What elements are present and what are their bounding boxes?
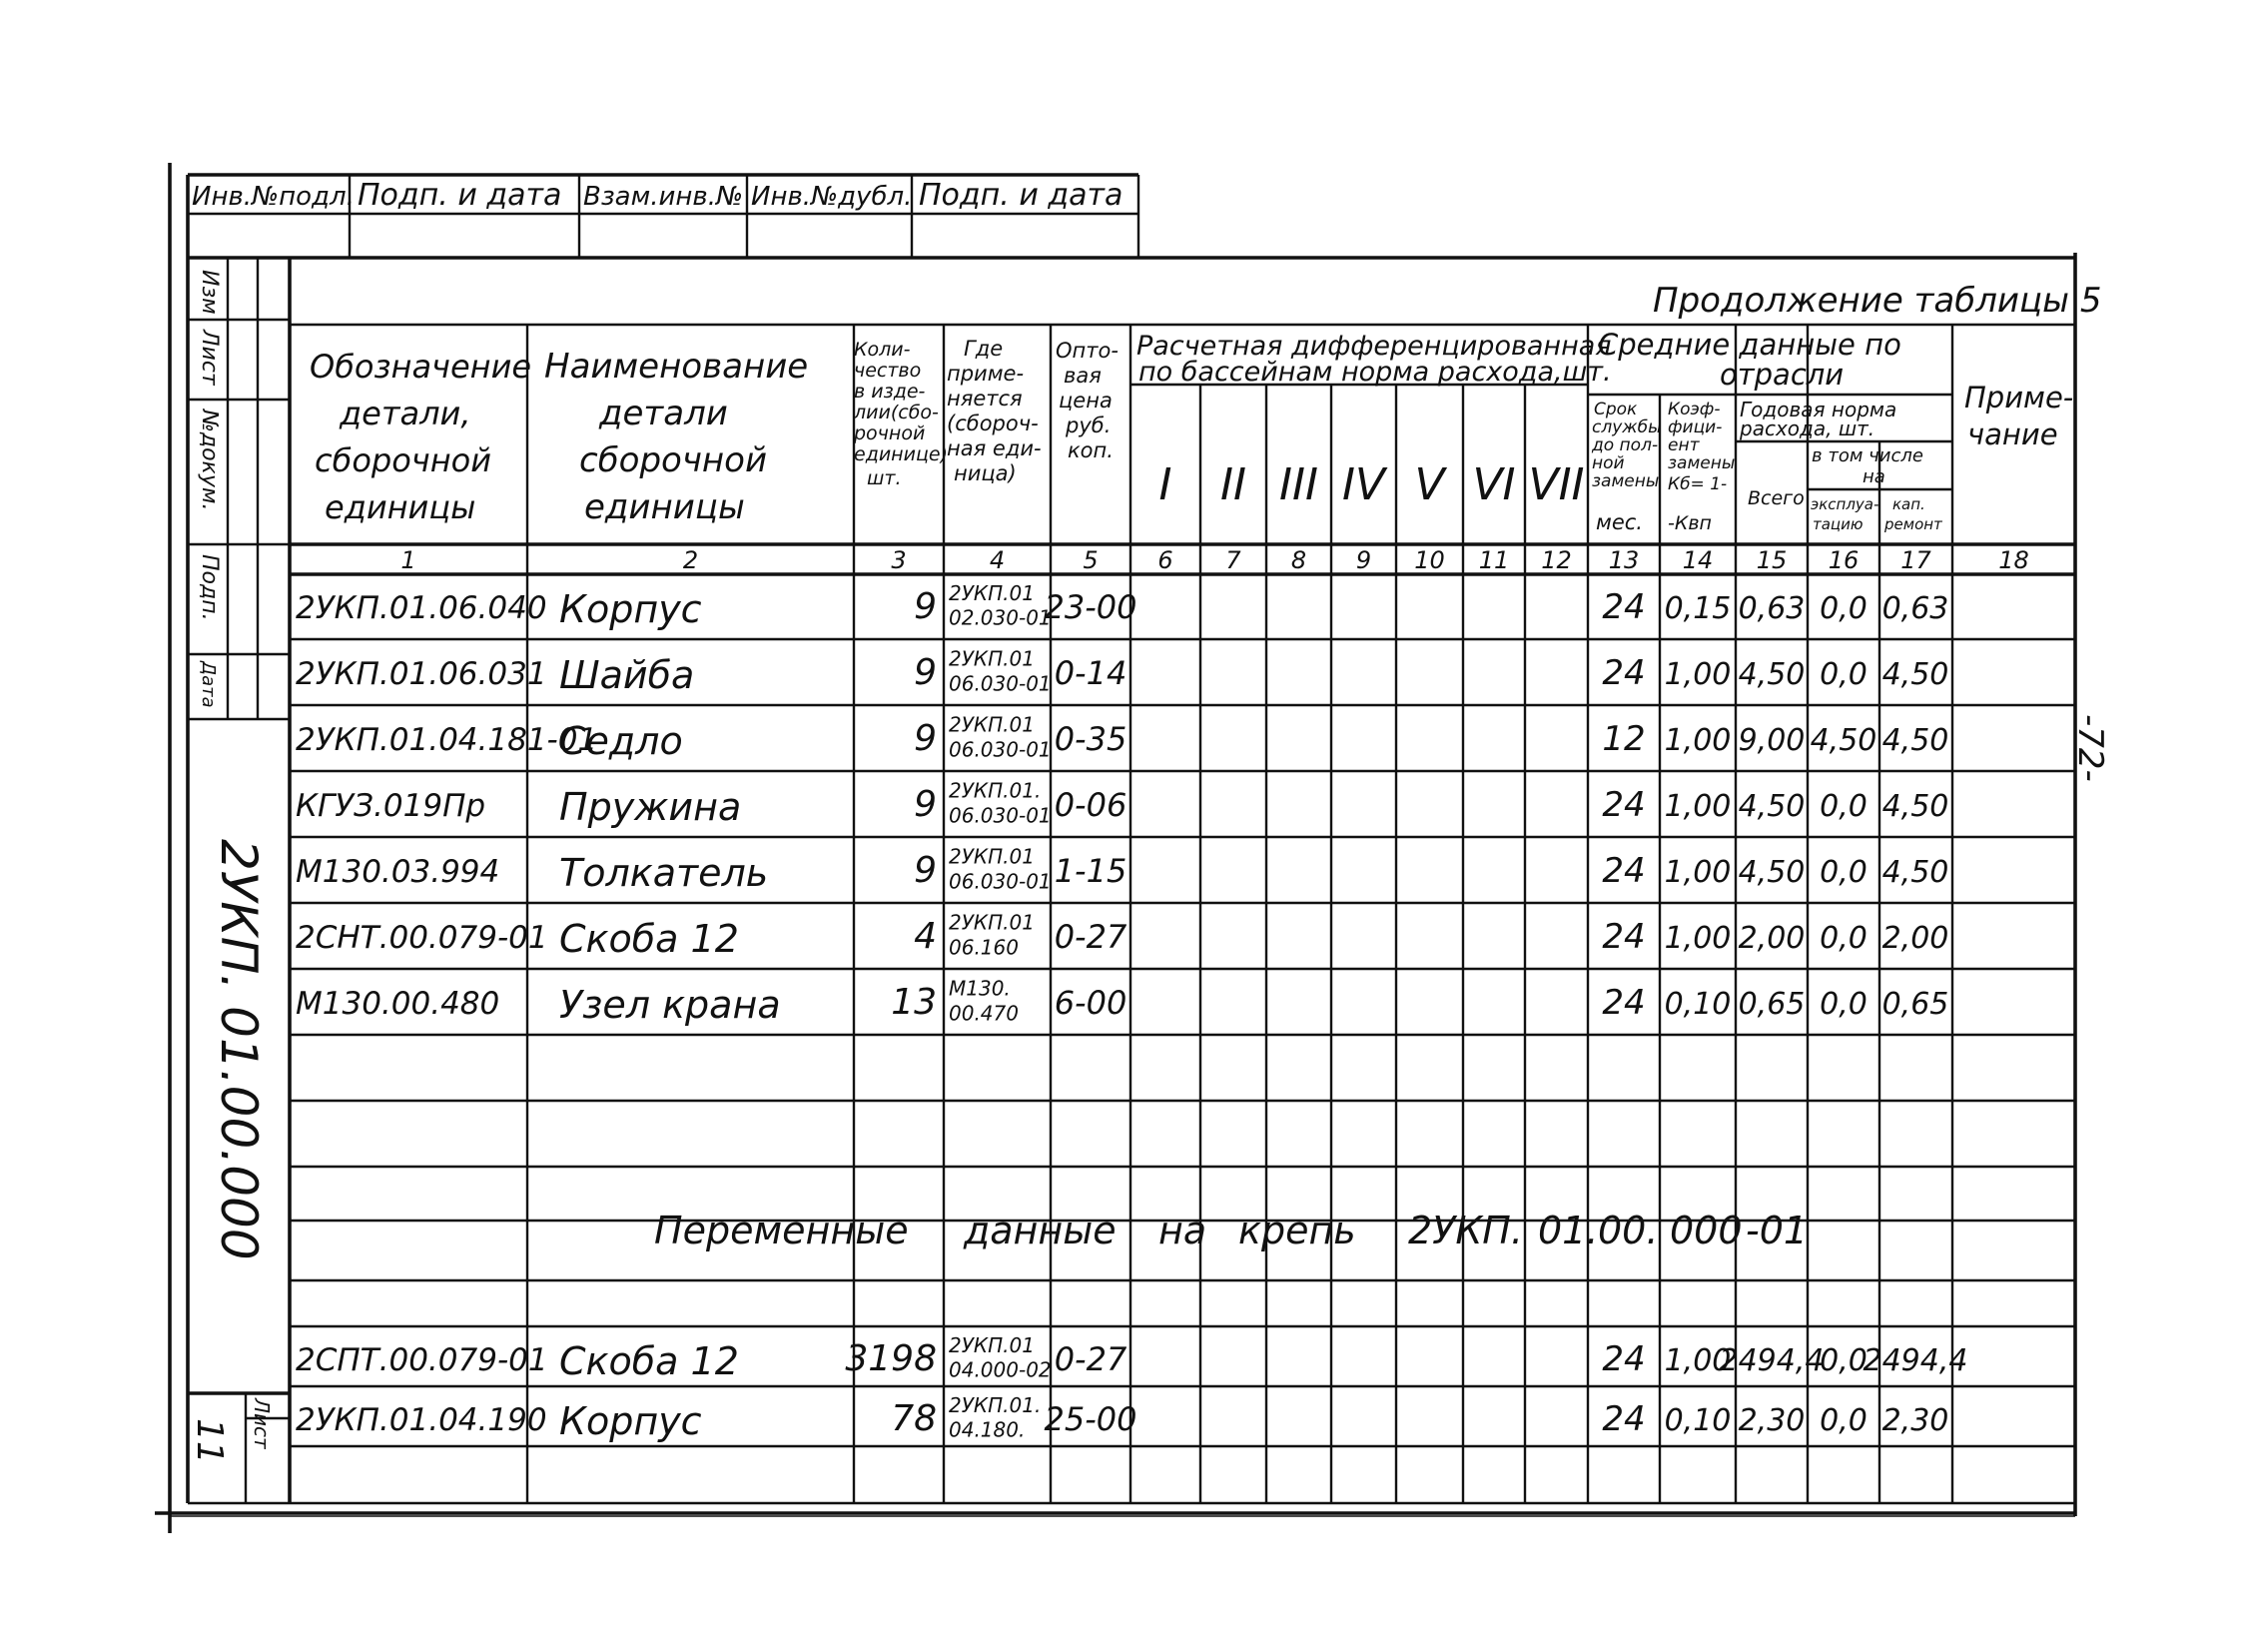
cell-name: Узел крана xyxy=(559,982,781,1027)
cell-repair: 4,50 xyxy=(1881,722,1949,758)
cell-repair: 2,30 xyxy=(1881,1403,1949,1439)
cell-service-life: 24 xyxy=(1602,652,1646,693)
cell-where-used: 06.030-01 xyxy=(949,803,1052,828)
svg-text:замены: замены xyxy=(1592,471,1660,491)
cell-operation: 0,0 xyxy=(1820,656,1868,692)
cell-qty: 9 xyxy=(914,651,937,693)
rev-label-docnum: №докум. xyxy=(197,410,222,511)
cell-operation: 0,0 xyxy=(1820,1403,1868,1439)
header-service-life xyxy=(1591,400,1662,534)
svg-text:Коли-: Коли- xyxy=(854,339,911,361)
svg-text:-01: -01 xyxy=(1746,1209,1809,1252)
column-numbers-row xyxy=(400,546,2028,574)
table-row xyxy=(296,778,1948,828)
svg-text:коп.: коп. xyxy=(1068,438,1114,462)
rev-label-date: Дата xyxy=(198,661,219,708)
cell-repair: 0,63 xyxy=(1881,591,1949,627)
svg-text:детали,: детали, xyxy=(340,395,471,432)
sheet-label: Лист xyxy=(250,1398,274,1449)
cell-service-life: 24 xyxy=(1602,784,1646,825)
cell-where-used: 2УКП.01. xyxy=(949,1393,1042,1417)
svg-text:расхода, шт.: расхода, шт. xyxy=(1740,416,1875,440)
cell-coefficient: 1,00 xyxy=(1664,1343,1732,1379)
cell-qty: 9 xyxy=(914,849,937,891)
cell-operation: 4,50 xyxy=(1810,722,1877,758)
svg-text:эксплуа-: эксплуа- xyxy=(1811,495,1879,513)
cell-designation: 2УКП.01.06.040 xyxy=(296,590,547,627)
svg-text:-Квп: -Квп xyxy=(1668,512,1712,534)
svg-text:на: на xyxy=(1158,1209,1207,1252)
cell-service-life: 24 xyxy=(1602,850,1646,891)
cell-total: 4,50 xyxy=(1738,854,1806,890)
cell-total: 0,65 xyxy=(1738,986,1806,1022)
svg-text:Коэф-: Коэф- xyxy=(1668,400,1721,419)
cell-total: 0,63 xyxy=(1738,591,1806,627)
basin-numeral: III xyxy=(1279,459,1318,510)
svg-text:ная еди-: ная еди- xyxy=(947,436,1042,460)
cell-designation: 2СПТ.00.079-01 xyxy=(296,1342,548,1379)
cell-designation: М130.00.480 xyxy=(296,985,500,1022)
header-price xyxy=(1056,339,1119,462)
column-number: 3 xyxy=(891,546,907,574)
header-where-used xyxy=(947,337,1042,485)
svg-text:Срок: Срок xyxy=(1594,400,1638,419)
cell-coefficient: 1,00 xyxy=(1664,788,1732,824)
cell-where-used: 04.000-02 xyxy=(949,1357,1052,1382)
table-caption: Продолжение таблицы 5 xyxy=(1653,281,2102,321)
cell-total: 2,00 xyxy=(1738,920,1806,956)
basin-numeral: IV xyxy=(1341,459,1386,510)
cell-qty: 13 xyxy=(891,981,937,1023)
svg-text:сборочной: сборочной xyxy=(579,440,768,480)
cell-operation: 0,0 xyxy=(1820,920,1868,956)
header-operation xyxy=(1811,495,1878,533)
column-number: 11 xyxy=(1478,546,1510,574)
cell-operation: 0,0 xyxy=(1820,788,1868,824)
svg-text:службы: службы xyxy=(1592,417,1662,437)
svg-text:ница): ница) xyxy=(954,461,1017,485)
header-industry-title xyxy=(1598,328,1901,392)
header-note xyxy=(1964,381,2073,451)
header-basin-numerals xyxy=(1159,459,1585,510)
svg-text:до пол-: до пол- xyxy=(1592,435,1659,455)
cell-price: 0-27 xyxy=(1054,917,1127,956)
column-number: 9 xyxy=(1355,546,1372,574)
cell-price: 0-14 xyxy=(1054,653,1127,692)
cell-designation: 2УКП.01.06.031 xyxy=(296,655,547,692)
cell-price: 0-35 xyxy=(1054,719,1127,758)
table-row xyxy=(296,1333,1967,1383)
cell-total: 4,50 xyxy=(1738,656,1806,692)
cell-where-used: 2УКП.01 xyxy=(949,646,1035,671)
cell-coefficient: 0,10 xyxy=(1664,1403,1732,1439)
cell-repair: 4,50 xyxy=(1881,788,1949,824)
cell-total: 2494,4 xyxy=(1719,1343,1825,1379)
basin-numeral: VI xyxy=(1472,459,1516,510)
svg-text:Средние данные по: Средние данные по xyxy=(1598,328,1901,362)
rev-label-signature: Подп. xyxy=(197,554,222,621)
svg-text:2УКП.: 2УКП. xyxy=(1408,1209,1523,1252)
column-number: 10 xyxy=(1414,546,1445,574)
table-row xyxy=(296,712,1948,762)
cell-where-used: 2УКП.01. xyxy=(949,778,1042,803)
cell-service-life: 12 xyxy=(1602,718,1646,759)
stamp-sign-date-label: Подп. и дата xyxy=(358,178,562,213)
cell-where-used: 2УКП.01 xyxy=(949,1333,1035,1357)
cell-coefficient: 0,10 xyxy=(1664,986,1732,1022)
cell-price: 0-27 xyxy=(1054,1340,1127,1379)
svg-text:чество: чество xyxy=(854,360,922,382)
cell-service-life: 24 xyxy=(1602,1399,1646,1440)
stamp-inv-original-label: Инв.№подл. xyxy=(192,182,355,212)
cell-operation: 0,0 xyxy=(1820,986,1868,1022)
svg-text:руб.: руб. xyxy=(1066,413,1112,437)
cell-service-life: 24 xyxy=(1602,587,1646,628)
cell-name: Шайба xyxy=(559,652,695,697)
svg-text:единицы: единицы xyxy=(325,488,476,526)
table-row xyxy=(296,1393,1948,1443)
column-number: 12 xyxy=(1541,546,1572,574)
cell-repair: 4,50 xyxy=(1881,854,1949,890)
cell-where-used: 06.030-01 xyxy=(949,737,1052,762)
svg-text:мес.: мес. xyxy=(1596,510,1643,534)
svg-text:ной: ной xyxy=(1592,453,1625,473)
header-qty xyxy=(853,339,948,489)
cell-where-used: 2УКП.01 xyxy=(949,581,1035,605)
column-number: 1 xyxy=(400,546,416,574)
basin-numeral: II xyxy=(1220,459,1246,510)
cell-total: 9,00 xyxy=(1738,722,1806,758)
basin-numeral: V xyxy=(1414,459,1445,510)
document-code: 2УКП. 01.00.000 xyxy=(210,839,268,1260)
svg-text:крепь: крепь xyxy=(1238,1209,1356,1252)
table-row xyxy=(296,910,1948,960)
svg-text:отрасли: отрасли xyxy=(1720,358,1845,392)
cell-price: 0-06 xyxy=(1054,785,1127,824)
header-coefficient xyxy=(1668,400,1735,534)
svg-text:единице): единице) xyxy=(854,443,948,465)
svg-text:на: на xyxy=(1863,466,1885,487)
cell-designation: КГУЗ.019Пр xyxy=(296,787,486,824)
rev-label-sheet: Лист xyxy=(197,330,222,386)
cell-operation: 0,0 xyxy=(1820,1343,1868,1379)
svg-text:Приме-: Приме- xyxy=(1964,381,2074,414)
cell-where-used: 06.160 xyxy=(949,935,1019,960)
column-number: 6 xyxy=(1157,546,1173,574)
header-basins-title xyxy=(1136,331,1612,388)
svg-text:сборочной: сборочной xyxy=(315,441,491,479)
cell-service-life: 24 xyxy=(1602,982,1646,1023)
cell-qty: 3198 xyxy=(845,1338,937,1380)
cell-designation: 2УКП.01.04.181-01 xyxy=(296,721,598,758)
svg-text:00.: 00. xyxy=(1598,1209,1659,1252)
svg-text:кап.: кап. xyxy=(1892,495,1925,513)
svg-text:детали: детали xyxy=(599,394,728,433)
svg-text:Опто-: Опто- xyxy=(1056,339,1119,363)
header-repair xyxy=(1883,495,1943,533)
column-number: 4 xyxy=(989,546,1006,574)
column-number: 7 xyxy=(1225,546,1241,574)
cell-where-used: 2УКП.01 xyxy=(949,844,1035,869)
cell-repair: 0,65 xyxy=(1881,986,1949,1022)
cell-repair: 2494,4 xyxy=(1863,1343,1968,1379)
table-row xyxy=(296,976,1948,1026)
column-number: 14 xyxy=(1682,546,1714,574)
sheet-number: 11 xyxy=(189,1418,230,1464)
svg-text:Переменные: Переменные xyxy=(654,1209,909,1252)
header-including xyxy=(1812,445,1923,487)
cell-name: Скоба 12 xyxy=(559,916,739,961)
column-number: 17 xyxy=(1900,546,1931,574)
cell-operation: 0,0 xyxy=(1820,591,1868,627)
header-annual-title xyxy=(1739,398,1896,440)
basin-numeral: I xyxy=(1158,459,1172,510)
cell-designation: 2УКП.01.04.190 xyxy=(296,1402,547,1439)
cell-operation: 0,0 xyxy=(1820,854,1868,890)
cell-where-used: 00.470 xyxy=(949,1001,1019,1026)
svg-text:рочной: рочной xyxy=(854,422,926,444)
svg-text:ент: ент xyxy=(1668,435,1700,455)
column-number: 5 xyxy=(1083,546,1099,574)
page-number-mark: -72- xyxy=(2070,714,2110,782)
svg-text:чание: чание xyxy=(1967,417,2058,451)
inventory-stamp xyxy=(188,175,1138,258)
cell-where-used: М130. xyxy=(949,976,1011,1001)
column-number: 13 xyxy=(1608,546,1640,574)
cell-where-used: 06.030-01 xyxy=(949,671,1052,696)
header-designation xyxy=(310,348,531,526)
svg-text:лии(сбо-: лии(сбо- xyxy=(854,402,939,423)
table-header xyxy=(310,328,2073,534)
column-number: 18 xyxy=(1998,546,2029,574)
svg-text:в том числе: в том числе xyxy=(1812,445,1923,466)
cell-qty: 4 xyxy=(914,915,937,957)
cell-coefficient: 1,00 xyxy=(1664,722,1732,758)
svg-text:(сбороч-: (сбороч- xyxy=(947,412,1039,435)
svg-text:Кб= 1-: Кб= 1- xyxy=(1668,474,1728,494)
basin-numeral: VII xyxy=(1528,459,1585,510)
cell-name: Толкатель xyxy=(559,850,769,895)
cell-total: 4,50 xyxy=(1738,788,1806,824)
cell-coefficient: 1,00 xyxy=(1664,854,1732,890)
svg-text:тацию: тацию xyxy=(1813,515,1864,533)
column-number: 2 xyxy=(682,546,699,574)
cell-name: Скоба 12 xyxy=(559,1339,739,1384)
cell-total: 2,30 xyxy=(1738,1403,1806,1439)
svg-text:000: 000 xyxy=(1670,1209,1743,1252)
cell-qty: 9 xyxy=(914,586,937,628)
svg-text:цена: цена xyxy=(1059,389,1113,413)
cell-name: Корпус xyxy=(559,1399,702,1444)
cell-designation: М130.03.994 xyxy=(296,853,500,890)
cell-price: 23-00 xyxy=(1044,588,1137,627)
svg-text:приме-: приме- xyxy=(947,362,1025,386)
cell-qty: 9 xyxy=(914,717,937,759)
svg-text:данные: данные xyxy=(964,1209,1117,1252)
stamp-inv-duplicate-label: Инв.№дубл. xyxy=(751,182,913,212)
svg-text:вая: вая xyxy=(1064,364,1102,388)
cell-price: 1-15 xyxy=(1054,851,1127,890)
cell-name: Пружина xyxy=(559,784,742,829)
svg-text:ремонт: ремонт xyxy=(1884,515,1942,533)
header-name xyxy=(544,347,808,527)
svg-text:Обозначение: Обозначение xyxy=(310,348,532,386)
cell-service-life: 24 xyxy=(1602,916,1646,957)
column-number: 8 xyxy=(1290,546,1307,574)
cell-where-used: 02.030-01 xyxy=(949,605,1052,630)
cell-coefficient: 0,15 xyxy=(1664,591,1732,627)
rev-label-change: Изм xyxy=(197,270,222,315)
svg-text:замены: замены xyxy=(1668,453,1736,473)
stamp-replace-inv-label: Взам.инв.№ xyxy=(583,182,743,212)
cell-repair: 2,00 xyxy=(1881,920,1949,956)
svg-text:няется: няется xyxy=(947,387,1023,411)
cell-coefficient: 1,00 xyxy=(1664,656,1732,692)
variable-data-note xyxy=(654,1209,1808,1252)
cell-name: Корпус xyxy=(559,587,702,632)
table-row xyxy=(296,581,1948,631)
cell-where-used: 04.180. xyxy=(949,1417,1026,1442)
cell-name: Седло xyxy=(559,718,683,763)
svg-text:фици-: фици- xyxy=(1668,417,1723,437)
svg-text:Наименование: Наименование xyxy=(544,347,809,387)
column-number: 15 xyxy=(1756,546,1788,574)
cell-where-used: 06.030-01 xyxy=(949,869,1052,894)
cell-coefficient: 1,00 xyxy=(1664,920,1732,956)
svg-text:по бассейнам норма расхода,шт.: по бассейнам норма расхода,шт. xyxy=(1138,357,1612,388)
table-row xyxy=(296,844,1948,894)
cell-where-used: 2УКП.01 xyxy=(949,712,1035,737)
svg-text:шт.: шт. xyxy=(867,467,902,489)
stamp-sign-date-label-2: Подп. и дата xyxy=(919,178,1123,213)
header-total: Всего xyxy=(1748,487,1805,509)
cell-qty: 9 xyxy=(914,783,937,825)
table-body xyxy=(296,581,1967,1443)
svg-text:в изде-: в изде- xyxy=(854,381,926,403)
svg-text:01.: 01. xyxy=(1538,1209,1599,1252)
svg-text:Годовая норма: Годовая норма xyxy=(1740,398,1897,421)
svg-text:Где: Где xyxy=(964,337,1004,361)
cell-where-used: 2УКП.01 xyxy=(949,910,1035,935)
cell-repair: 4,50 xyxy=(1881,656,1949,692)
cell-price: 25-00 xyxy=(1044,1400,1137,1439)
svg-text:единицы: единицы xyxy=(584,487,745,527)
svg-text:Расчетная дифференцированная: Расчетная дифференцированная xyxy=(1136,331,1612,362)
cell-designation: 2СНТ.00.079-01 xyxy=(296,919,548,956)
table-row xyxy=(296,646,1948,696)
cell-service-life: 24 xyxy=(1602,1339,1646,1380)
cell-qty: 78 xyxy=(891,1398,937,1440)
column-number: 16 xyxy=(1828,546,1860,574)
cell-price: 6-00 xyxy=(1054,983,1127,1022)
